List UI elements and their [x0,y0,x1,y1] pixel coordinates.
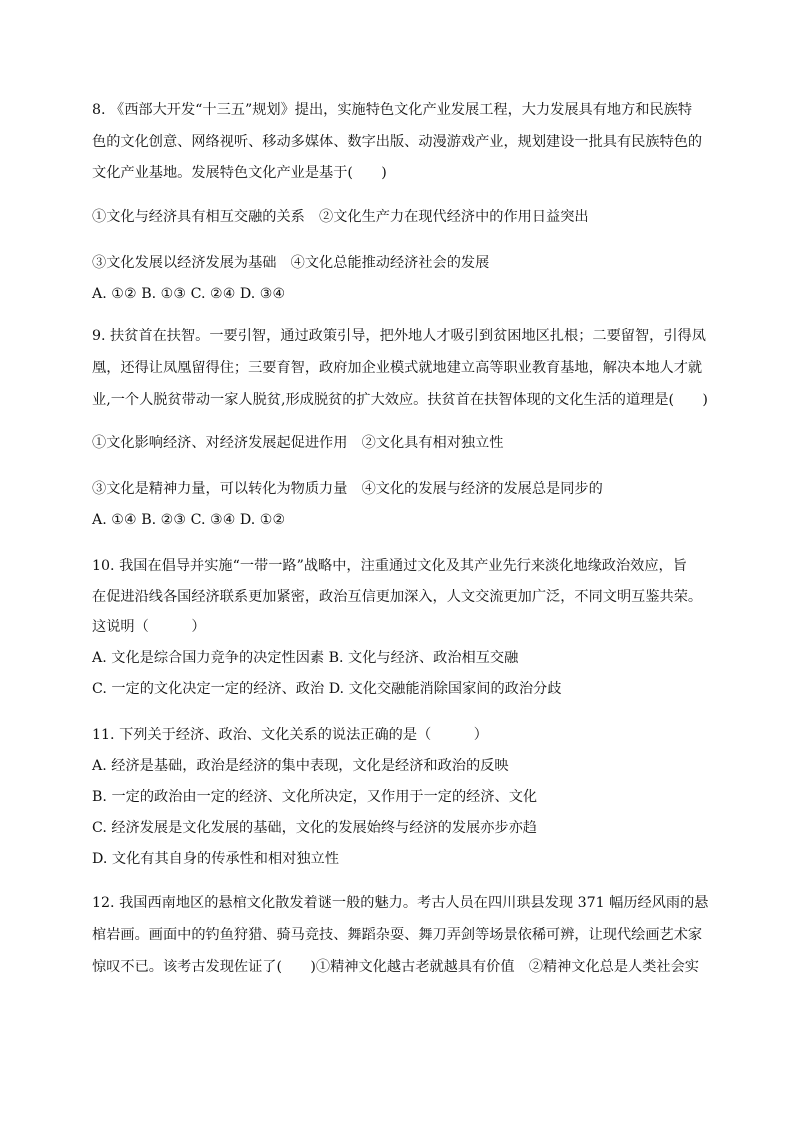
question-9-statement-line-1: ①文化影响经济、对经济发展起促进作用 ②文化具有相对独立性 [92,435,504,451]
question-8-options: A. ①② B. ①③ C. ②④ D. ③④ [92,286,286,302]
question-8-statement-line-2: ③文化发展以经济发展为基础 ④文化总能推动经济社会的发展 [92,255,490,271]
question-8-stem-line-2: 色的文化创意、网络视听、移动多媒体、数字出版、动漫游戏产业，规划建设一批具有民族特色的 [92,134,703,150]
question-9-options: A. ①④ B. ②③ C. ③④ D. ①② [92,512,286,528]
question-11-option-c: C. 经济发展是文化发展的基础，文化的发展始终与经济的发展亦步亦趋 [92,820,537,836]
question-8-stem-line-3: 文化产业基地。发展特色文化产业是基于( ) [92,165,387,181]
question-8-statement-line-1: ①文化与经济具有相互交融的关系 ②文化生产力在现代经济中的作用日益突出 [92,209,589,225]
question-12-stem-line-1: 12. 我国西南地区的悬棺文化散发着谜一般的魅力。考古人员在四川珙县发现 371 幅历经风雨的悬 [92,895,709,911]
question-12-stem-line-2: 棺岩画。画面中的钓鱼狩猎、骑马竞技、舞蹈杂耍、舞刀弄剑等场景依稀可辨，让现代绘画艺术家 [92,927,703,943]
question-11-option-a: A. 经济是基础，政治是经济的集中表现，文化是经济和政治的反映 [92,758,509,774]
question-11-option-b: B. 一定的政治由一定的经济、文化所决定，又作用于一定的经济、文化 [92,789,538,805]
question-10-stem-line-3: 这说明（ ） [92,619,206,635]
question-12-stem-line-3: 惊叹不已。该考古发现佐证了( )①精神文化越古老就越具有价值 ②精神文化总是人类社会实 [92,959,699,975]
question-9-statement-line-2: ③文化是精神力量，可以转化为物质力量 ④文化的发展与经济的发展总是同步的 [92,481,603,497]
question-10-stem-line-2: 在促进沿线各国经济联系更加紧密，政治互信更加深入，人文交流更加广泛，不同文明互鉴共荣。 [92,589,703,605]
question-9-stem-line-3: 业,一个人脱贫带动一家人脱贫,形成脱贫的扩大效应。扶贫首在扶智体现的文化生活的道理是( ) [92,392,708,408]
question-9-stem-line-1: 9. 扶贫首在扶智。一要引智，通过政策引导，把外地人才吸引到贫困地区扎根；二要留智，引得凤 [92,328,706,344]
question-11-option-d: D. 文化有其自身的传承性和相对独立性 [92,851,339,867]
question-8-stem-line-1: 8. 《西部大开发“十三五”规划》提出，实施特色文化产业发展工程，大力发展具有地方和民族特 [92,102,693,118]
question-10-stem-line-1: 10. 我国在倡导并实施“一带一路”战略中，注重通过文化及其产业先行来淡化地缘政治效应，旨 [92,558,687,574]
question-10-option-line-1: A. 文化是综合国力竞争的决定性因素 B. 文化与经济、政治相互交融 [92,650,519,666]
question-9-stem-line-2: 凰，还得让凤凰留得住；三要育智，政府加企业模式就地建立高等职业教育基地，解决本地人才就 [92,360,703,376]
question-11-stem-line-1: 11. 下列关于经济、政治、文化关系的说法正确的是（ ） [92,727,488,743]
question-10-option-line-2: C. 一定的文化决定一定的经济、政治 D. 文化交融能消除国家间的政治分歧 [92,681,562,697]
